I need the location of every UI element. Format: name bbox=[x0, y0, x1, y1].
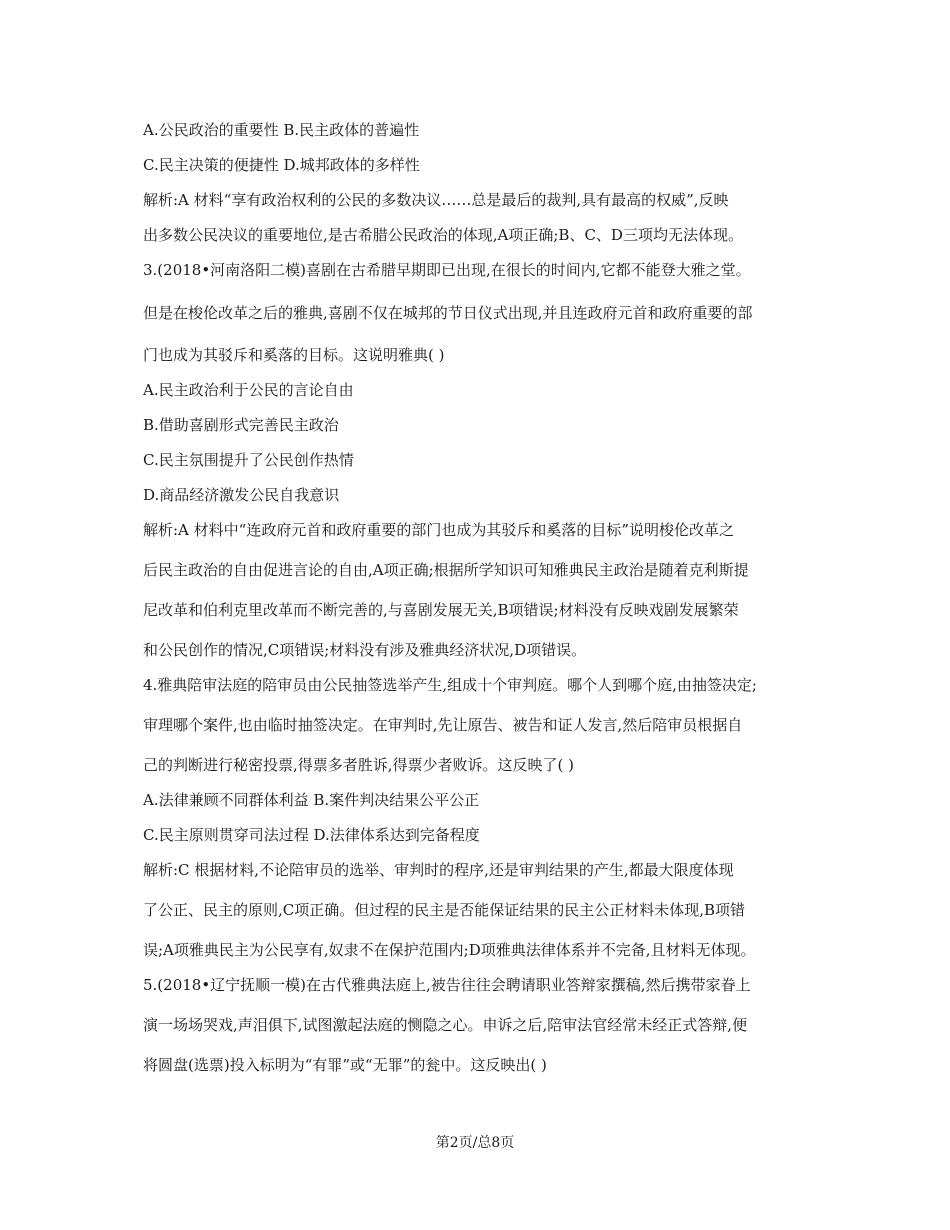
analysis-line: 解析:A 材料“享有政治权利的公民的多数决议……总是最后的裁判,具有最高的权威”,反映 bbox=[143, 191, 729, 209]
analysis-line: 和公民创作的情况,C项错误;材料没有涉及雅典经济状况,D项错误。 bbox=[143, 641, 587, 659]
question-line: 3.(2018•河南洛阳二模)喜剧在古希腊早期即已出现,在很长的时间内,它都不能登大雅之堂。 bbox=[143, 261, 751, 279]
question-line: 审理哪个案件,也由临时抽签决定。在审判时,先让原告、被告和证人发言,然后陪审员根据自 bbox=[143, 716, 743, 734]
analysis-line: 解析:A 材料中“连政府元首和政府重要的部门也成为其驳斥和奚落的目标”说明梭伦改革之 bbox=[143, 521, 734, 539]
option-line: C.民主氛围提升了公民创作热情 bbox=[143, 451, 354, 469]
option-line: C.民主决策的便捷性 D.城邦政体的多样性 bbox=[143, 156, 420, 174]
question-line: 己的判断进行秘密投票,得票多者胜诉,得票少者败诉。这反映了( ) bbox=[143, 756, 575, 774]
question-line: 将圆盘(选票)投入标明为“有罪”或“无罪”的瓮中。这反映出( ) bbox=[143, 1056, 547, 1074]
question-line: 4.雅典陪审法庭的陪审员由公民抽签选举产生,组成十个审判庭。哪个人到哪个庭,由抽签决定; bbox=[143, 676, 757, 694]
question-line: 门也成为其驳斥和奚落的目标。这说明雅典( ) bbox=[143, 346, 445, 364]
page-number-footer: 第2页/总8页 bbox=[435, 1135, 515, 1151]
option-line: C.民主原则贯穿司法过程 D.法律体系达到完备程度 bbox=[143, 826, 480, 844]
option-line: D.商品经济激发公民自我意识 bbox=[143, 486, 340, 504]
option-line: A.公民政治的重要性 B.民主政体的普遍性 bbox=[143, 121, 420, 139]
analysis-line: 出多数公民决议的重要地位,是古希腊公民政治的体现,A项正确;B、C、D三项均无法体现。 bbox=[143, 226, 743, 244]
question-line: 5.(2018•辽宁抚顺一模)在古代雅典法庭上,被告往往会聘请职业答辩家撰稿,然后携带家眷上 bbox=[143, 976, 751, 994]
analysis-line: 后民主政治的自由促进言论的自由,A项正确;根据所学知识可知雅典民主政治是随着克利斯提 bbox=[143, 561, 749, 579]
analysis-line: 了公正、民主的原则,C项正确。但过程的民主是否能保证结果的民主公正材料未体现,B项错 bbox=[143, 901, 746, 919]
option-line: A.民主政治利于公民的言论自由 bbox=[143, 381, 354, 399]
question-line: 演一场场哭戏,声泪俱下,试图激起法庭的恻隐之心。申诉之后,陪审法官经常未经正式答辩,便 bbox=[143, 1016, 748, 1034]
option-line: B.借助喜剧形式完善民主政治 bbox=[143, 416, 339, 434]
analysis-line: 误;A项雅典民主为公民享有,奴隶不在保护范围内;D项雅典法律体系并不完备,且材料无体现。 bbox=[143, 941, 756, 959]
option-line: A.法律兼顾不同群体利益 B.案件判决结果公平公正 bbox=[143, 791, 480, 809]
question-line: 但是在梭伦改革之后的雅典,喜剧不仅在城邦的节日仪式出现,并且连政府元首和政府重要的部 bbox=[143, 304, 753, 322]
analysis-line: 尼改革和伯利克里改革而不断完善的,与喜剧发展无关,B项错误;材料没有反映戏剧发展繁荣 bbox=[143, 601, 739, 619]
analysis-line: 解析:C 根据材料,不论陪审员的选举、审判时的程序,还是审判结果的产生,都最大限度体现 bbox=[143, 861, 734, 879]
